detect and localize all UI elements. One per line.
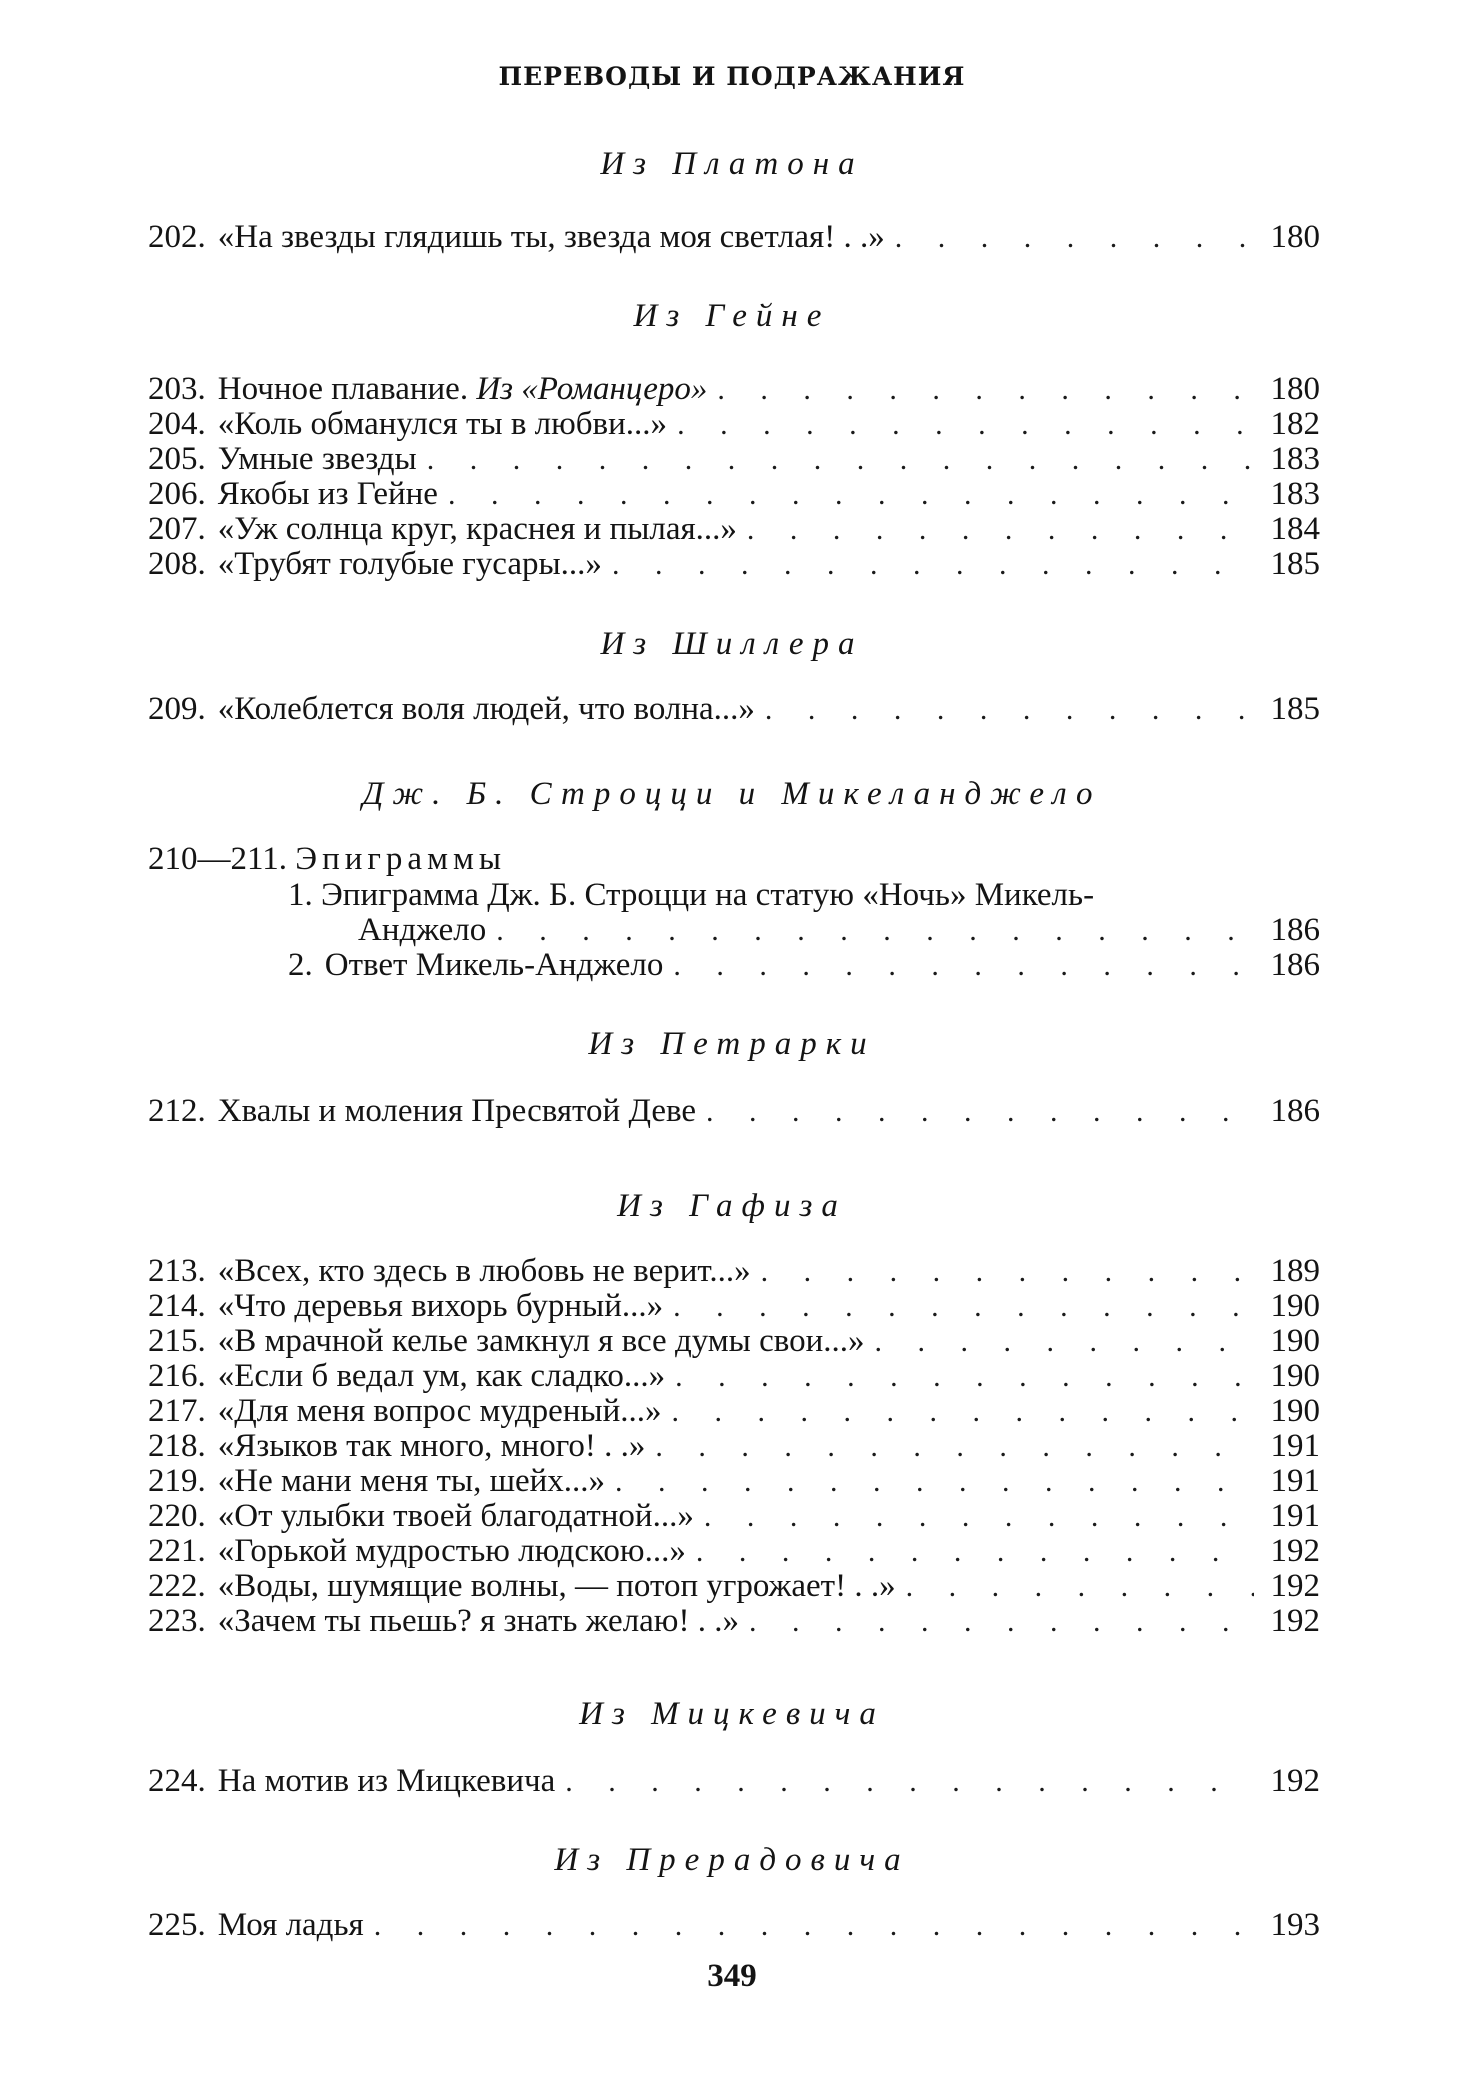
page-number: 349 xyxy=(707,1958,757,1994)
dot-leader xyxy=(675,1358,1254,1396)
dot-leader xyxy=(496,912,1254,950)
entry-page: 190 xyxy=(1270,1323,1320,1359)
entry-page: 185 xyxy=(1270,691,1320,727)
entry-page: 186 xyxy=(1270,1093,1320,1129)
dot-leader xyxy=(673,1288,1254,1326)
entry-page: 192 xyxy=(1270,1533,1320,1569)
subentry-title: Ответ Микель-Анджело xyxy=(324,947,664,983)
dot-leader xyxy=(565,1763,1254,1801)
entry-page: 191 xyxy=(1270,1428,1320,1464)
section-heading-hafiz: Из Гафиза xyxy=(617,1188,847,1224)
entry-title: «Что деревья вихорь бурный...» xyxy=(217,1288,664,1324)
toc-entry-225 xyxy=(148,1906,1320,1944)
entry-number: 216. xyxy=(148,1358,206,1394)
entry-page: 183 xyxy=(1270,441,1320,477)
dot-leader xyxy=(875,1323,1254,1361)
entry-title: Якобы из Гейне xyxy=(217,476,438,512)
section-heading-petrarca: Из Петрарки xyxy=(588,1026,876,1062)
toc-entry-214 xyxy=(148,1287,1320,1325)
entry-number: 207. xyxy=(148,511,206,547)
toc-entry-208 xyxy=(148,545,1320,583)
entry-number: 205. xyxy=(148,441,206,477)
section-heading-schiller: Из Шиллера xyxy=(600,626,864,662)
entry-number: 220. xyxy=(148,1498,206,1534)
toc-entry-204 xyxy=(148,405,1320,443)
entry-number: 224. xyxy=(148,1763,206,1799)
section-heading-platon: Из Платона xyxy=(600,146,864,182)
toc-entry-205 xyxy=(148,440,1320,478)
dot-leader xyxy=(749,1603,1254,1641)
entry-title-main: Ночное плавание. xyxy=(217,371,469,407)
entry-number: 206. xyxy=(148,476,206,512)
entry-number: 217. xyxy=(148,1393,206,1429)
subentry-number: 2. xyxy=(288,947,313,983)
entry-number: 204. xyxy=(148,406,206,442)
entry-title-italic: Из «Романцеро» xyxy=(476,371,708,407)
entry-title: Моя ладья xyxy=(217,1907,364,1943)
entry-number: 225. xyxy=(148,1907,206,1943)
section-heading-mickiewicz: Из Мицкевича xyxy=(579,1696,885,1732)
entry-title: «Горькой мудростью людскою...» xyxy=(217,1533,686,1569)
entry-title: Умные звезды xyxy=(217,441,417,477)
section-heading-preradovic: Из Прерадовича xyxy=(554,1842,910,1878)
dot-leader xyxy=(761,1253,1254,1291)
entry-title: «От улыбки твоей благодатной...» xyxy=(217,1498,694,1534)
dot-leader xyxy=(677,406,1254,444)
dot-leader xyxy=(655,1428,1254,1466)
dot-leader xyxy=(717,371,1254,409)
toc-entry-219 xyxy=(148,1462,1320,1500)
toc-entry-210-211 xyxy=(148,840,506,878)
dot-leader xyxy=(765,691,1254,729)
entry-number: 212. xyxy=(148,1093,206,1129)
entry-number: 202. xyxy=(148,219,206,255)
entry-title: «Воды, шумящие волны, — потоп угрожает! . .» xyxy=(217,1568,896,1604)
toc-entry-203 xyxy=(148,370,1320,408)
entry-number: 222. xyxy=(148,1568,206,1604)
toc-entry-207 xyxy=(148,510,1320,548)
entry-title: «Уж солнца круг, краснея и пылая...» xyxy=(217,511,737,547)
toc-entry-206 xyxy=(148,475,1320,513)
dot-leader xyxy=(374,1907,1254,1945)
entry-title: «Трубят голубые гусары...» xyxy=(217,546,602,582)
toc-entry-222 xyxy=(148,1567,1320,1605)
entry-title: «Колеблется воля людей, что волна...» xyxy=(217,691,755,727)
toc-entry-213 xyxy=(148,1252,1320,1290)
dot-leader xyxy=(696,1533,1254,1571)
dot-leader xyxy=(615,1463,1254,1501)
entry-page: 192 xyxy=(1270,1603,1320,1639)
section-heading-strozzi: Дж. Б. Строцци и Микеланджело xyxy=(362,776,1102,812)
toc-entry-209 xyxy=(148,690,1320,728)
toc-entry-223 xyxy=(148,1602,1320,1640)
toc-entry-221 xyxy=(148,1532,1320,1570)
entry-page: 190 xyxy=(1270,1393,1320,1429)
entry-page: 182 xyxy=(1270,406,1320,442)
entry-page: 189 xyxy=(1270,1253,1320,1289)
entry-page: 180 xyxy=(1270,371,1320,407)
toc-subentry-2 xyxy=(288,946,1320,984)
entry-title xyxy=(218,370,708,408)
entry-page: 185 xyxy=(1270,546,1320,582)
toc-subentry-1 xyxy=(288,876,1094,914)
dot-leader xyxy=(906,1568,1254,1606)
entry-page: 190 xyxy=(1270,1358,1320,1394)
entry-title: «На звезды глядишь ты, звезда моя светлая! . .» xyxy=(217,219,885,255)
entry-number: 203. xyxy=(148,371,206,407)
toc-entry-202 xyxy=(148,218,1320,256)
entry-number: 213. xyxy=(148,1253,206,1289)
entry-page: 184 xyxy=(1270,511,1320,547)
entry-title: На мотив из Мицкевича xyxy=(217,1763,556,1799)
entry-page: 191 xyxy=(1270,1463,1320,1499)
entry-title: «В мрачной келье замкнул я все думы свои...» xyxy=(217,1323,865,1359)
entry-title: «Всех, кто здесь в любовь не верит...» xyxy=(217,1253,751,1289)
entry-page: 190 xyxy=(1270,1288,1320,1324)
entry-page: 192 xyxy=(1270,1568,1320,1604)
dot-leader xyxy=(612,546,1254,584)
entry-page: 186 xyxy=(1270,947,1320,983)
entry-number: 221. xyxy=(148,1533,206,1569)
entry-title: «Зачем ты пьешь? я знать желаю! . .» xyxy=(217,1603,739,1639)
dot-leader xyxy=(747,511,1254,549)
entry-number: 214. xyxy=(148,1288,206,1324)
entry-number: 210—211. xyxy=(148,841,288,877)
toc-entry-218 xyxy=(148,1427,1320,1465)
toc-entry-224 xyxy=(148,1762,1320,1800)
section-heading-heine: Из Гейне xyxy=(633,298,831,334)
entry-title: Хвалы и моления Пресвятой Деве xyxy=(217,1093,697,1129)
subentry-title: Эпиграмма Дж. Б. Строцци на статую «Ночь» Микель- xyxy=(321,877,1095,913)
entry-page: 180 xyxy=(1270,219,1320,255)
toc-entry-215 xyxy=(148,1322,1320,1360)
entry-page: 192 xyxy=(1270,1763,1320,1799)
entry-number: 209. xyxy=(148,691,206,727)
subentry-number: 1. xyxy=(288,877,313,913)
dot-leader xyxy=(448,476,1254,514)
toc-entry-217 xyxy=(148,1392,1320,1430)
toc-entry-212 xyxy=(148,1092,1320,1130)
dot-leader xyxy=(427,441,1254,479)
page-heading: ПЕРЕВОДЫ И ПОДРАЖАНИЯ xyxy=(498,62,966,91)
entry-number: 219. xyxy=(148,1463,206,1499)
entry-number: 223. xyxy=(148,1603,206,1639)
entry-title: «Коль обманулся ты в любви...» xyxy=(217,406,668,442)
entry-number: 218. xyxy=(148,1428,206,1464)
entry-title: «Если б ведал ум, как сладко...» xyxy=(217,1358,666,1394)
entry-page: 183 xyxy=(1270,476,1320,512)
dot-leader xyxy=(673,947,1254,985)
dot-leader xyxy=(704,1498,1254,1536)
dot-leader xyxy=(706,1093,1254,1131)
entry-title: «Не мани меня ты, шейх...» xyxy=(217,1463,606,1499)
entry-number: 215. xyxy=(148,1323,206,1359)
toc-entry-216 xyxy=(148,1357,1320,1395)
toc-entry-220 xyxy=(148,1497,1320,1535)
entry-title: Эпиграммы xyxy=(295,841,507,877)
entry-page: 193 xyxy=(1270,1907,1320,1943)
toc-subentry-1-continued xyxy=(358,911,1320,949)
entry-title: «Для меня вопрос мудреный...» xyxy=(217,1393,662,1429)
subentry-title-continued: Анджело xyxy=(358,912,487,948)
entry-page: 191 xyxy=(1270,1498,1320,1534)
entry-title: «Языков так много, много! . .» xyxy=(217,1428,646,1464)
entry-number: 208. xyxy=(148,546,206,582)
entry-page: 186 xyxy=(1270,912,1320,948)
dot-leader xyxy=(895,219,1254,257)
dot-leader xyxy=(672,1393,1255,1431)
